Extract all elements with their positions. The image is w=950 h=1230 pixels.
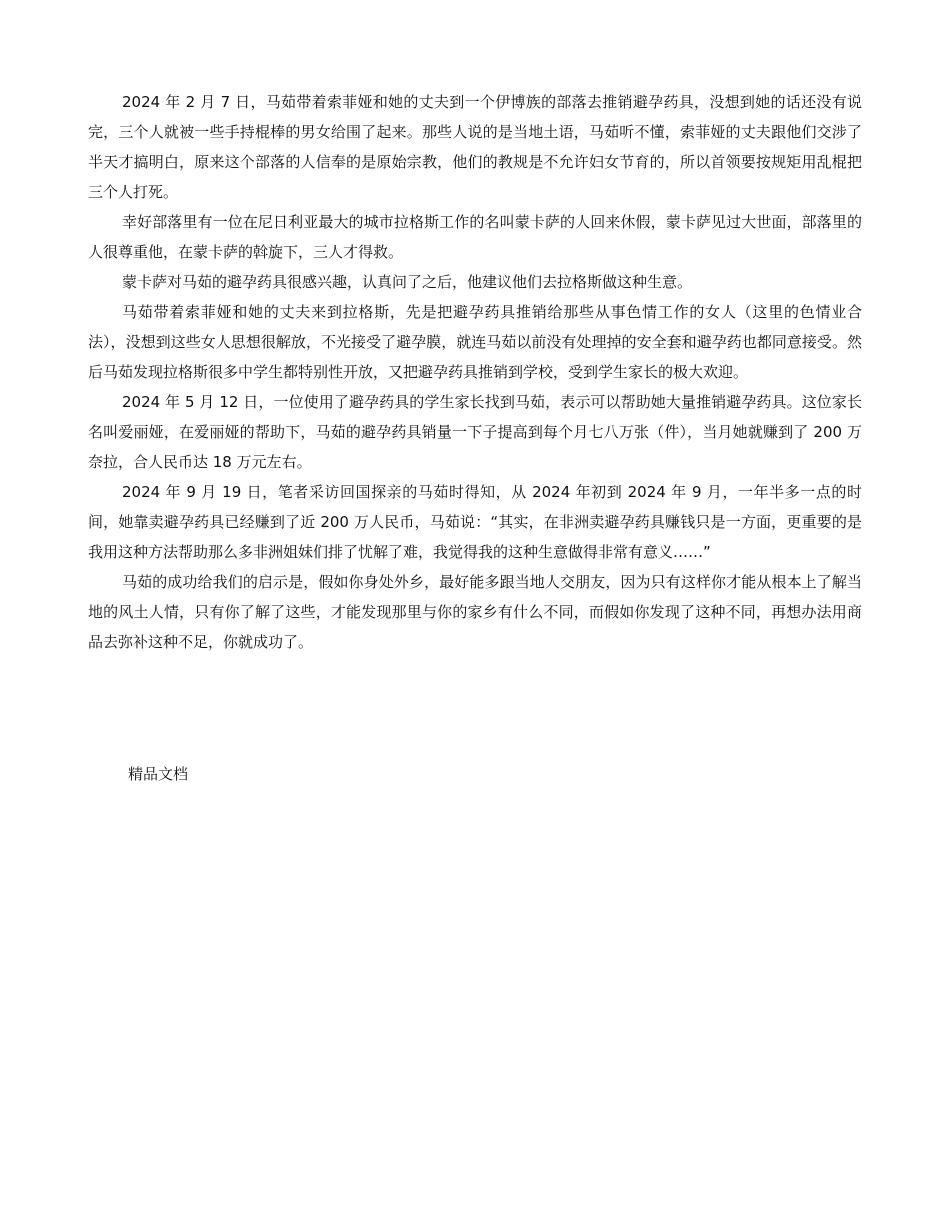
paragraph-7: 马茹的成功给我们的启示是，假如你身处外乡，最好能多跟当地人交朋友，因为只有这样你才能从根本上了解当地的风土人情，只有你了解了这些，才能发现那里与你的家乡有什么不同，而假如你发现了这种不同，再想办法用商品去弥补这种不足，你就成功了。 (88, 573, 862, 651)
paragraph-5: 2024 年 5 月 12 日，一位使用了避孕药具的学生家长找到马茹，表示可以帮助她大量推销避孕药具。这位家长名叫爱丽娅，在爱丽娅的帮助下，马茹的避孕药具销量一下子提高到每个月七八万张（件），当月她就赚到了 200 万奈拉，合人民币达 18 万元左右。 (88, 393, 862, 471)
paragraph-3: 蒙卡萨对马茹的避孕药具很感兴趣，认真问了之后，他建议他们去拉格斯做这种生意。 (122, 273, 693, 291)
paragraph-4: 马茹带着索菲娅和她的丈夫来到拉格斯，先是把避孕药具推销给那些从事色情工作的女人（这里的色情业合法），没想到这些女人思想很解放，不光接受了避孕膜，就连马茹以前没有处理掉的安全套和避孕药也都同意接受。然后马茹发现拉格斯很多中学生都特别性开放，又把避孕药具推销到学校，受到学生家长的极大欢迎。 (88, 303, 862, 381)
page-footer: 精品文档 (128, 765, 189, 783)
paragraph-6: 2024 年 9 月 19 日，笔者采访回国探亲的马茹时得知，从 2024 年初到 2024 年 9 月，一年半多一点的时间，她靠卖避孕药具已经赚到了近 200 万人民币，马茹说：“其实，在非洲卖避孕药具赚钱只是一方面，更重要的是我用这种方法帮助那么多非洲姐妹们排了忧解了难，我觉得我的这种生意做得非常有意义……” (88, 483, 862, 561)
paragraph-2: 幸好部落里有一位在尼日利亚最大的城市拉格斯工作的名叫蒙卡萨的人回来休假，蒙卡萨见过大世面，部落里的人很尊重他，在蒙卡萨的斡旋下，三人才得救。 (88, 213, 862, 261)
paragraph-1: 2024 年 2 月 7 日，马茹带着索菲娅和她的丈夫到一个伊博族的部落去推销避孕药具，没想到她的话还没有说完，三个人就被一些手持棍棒的男女给围了起来。那些人说的是当地土语，马茹听不懂，索菲娅的丈夫跟他们交涉了半天才搞明白，原来这个部落的人信奉的是原始宗教，他们的教规是不允许妇女节育的，所以首领要按规矩用乱棍把三个人打死。 (88, 93, 862, 201)
document-body (88, 87, 862, 657)
